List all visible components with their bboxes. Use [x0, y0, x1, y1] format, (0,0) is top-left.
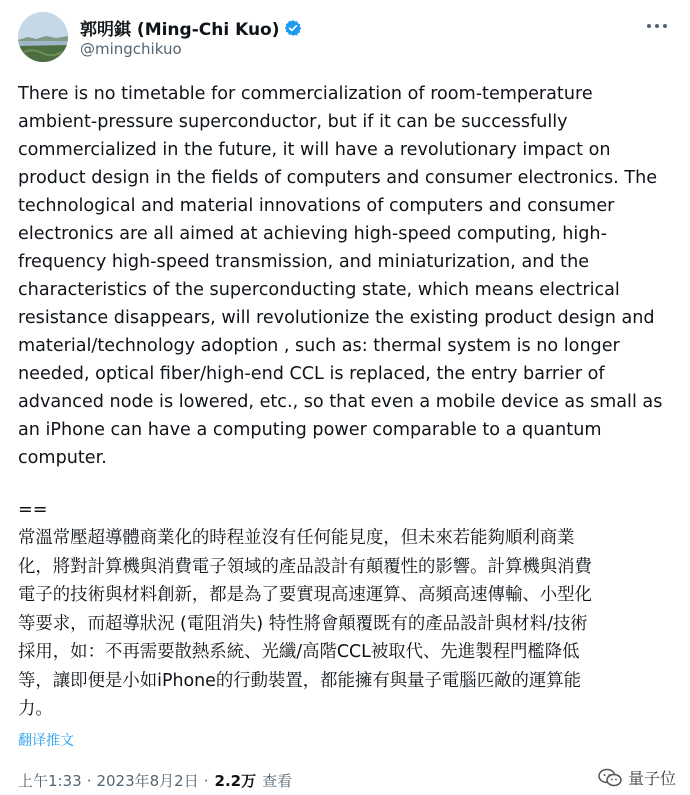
- verified-badge-icon: [284, 19, 302, 37]
- tweet-meta: [18, 770, 292, 791]
- watermark-text: 量子位: [627, 769, 676, 788]
- more-options-icon[interactable]: [642, 14, 672, 38]
- views-count: 2.2万: [214, 772, 257, 790]
- avatar[interactable]: [18, 12, 68, 62]
- separator: ==: [18, 500, 48, 520]
- tweet-text-english: There is no timetable for commercialization of room-temperature ambient-pressure superconductor, but if it can be successfully commercialized in the future, it will have a revolutionary impact on product design in the fields of computers and consumer electronics. The technological and material innovations of computers and consumer electronics are all aimed at achieving high-speed computing, high- frequency high-speed transmission, and miniaturization, and the characteristics of the superconducting state, which means electrical resistance disappears, will revolutionize the existing product design and material/technology adoption , such as: thermal system is no longer needed, optical fiber/high-end CCL is replaced, the entry barrier of advanced node is lowered, etc., so that even a mobile device as small as an iPhone can have a computing power comparable to a quantum computer.: [18, 84, 663, 468]
- meta-dot: ·: [86, 771, 92, 790]
- handle[interactable]: @mingchikuo: [80, 40, 182, 58]
- tweet-date[interactable]: 2023年8月2日: [96, 772, 199, 790]
- watermark: [598, 766, 676, 789]
- wechat-icon: [598, 768, 622, 788]
- name-row: [80, 15, 302, 40]
- tweet-text-chinese: 常溫常壓超導體商業化的時程並沒有任何能見度，但未來若能夠順利商業 化，將對計算機與消費電子領域的產品設計有顛覆性的影響。計算機與消費 電子的技術與材料創新，都是為了要實現高速運算、高頻高速傳輸、小型化 等要求，而超導狀況 (電阻消失) 特性將會顛覆既有的產品設計與材料/技術 採用，如：不再需要散熱系統、光纖/高階CCL被取代、先進製程門檻降低 等，讓即便是小如iPhone的行動裝置，都能擁有與量子電腦匹敵的運算能 力。: [18, 528, 592, 719]
- tweet-header: [18, 12, 672, 62]
- translate-tweet-link[interactable]: 翻译推文: [18, 733, 74, 749]
- tweet-time[interactable]: 上午1:33: [18, 772, 82, 790]
- meta-dot: ·: [203, 771, 209, 790]
- display-name[interactable]: 郭明錤 (Ming-Chi Kuo): [80, 20, 280, 40]
- views-label: 查看: [262, 772, 293, 790]
